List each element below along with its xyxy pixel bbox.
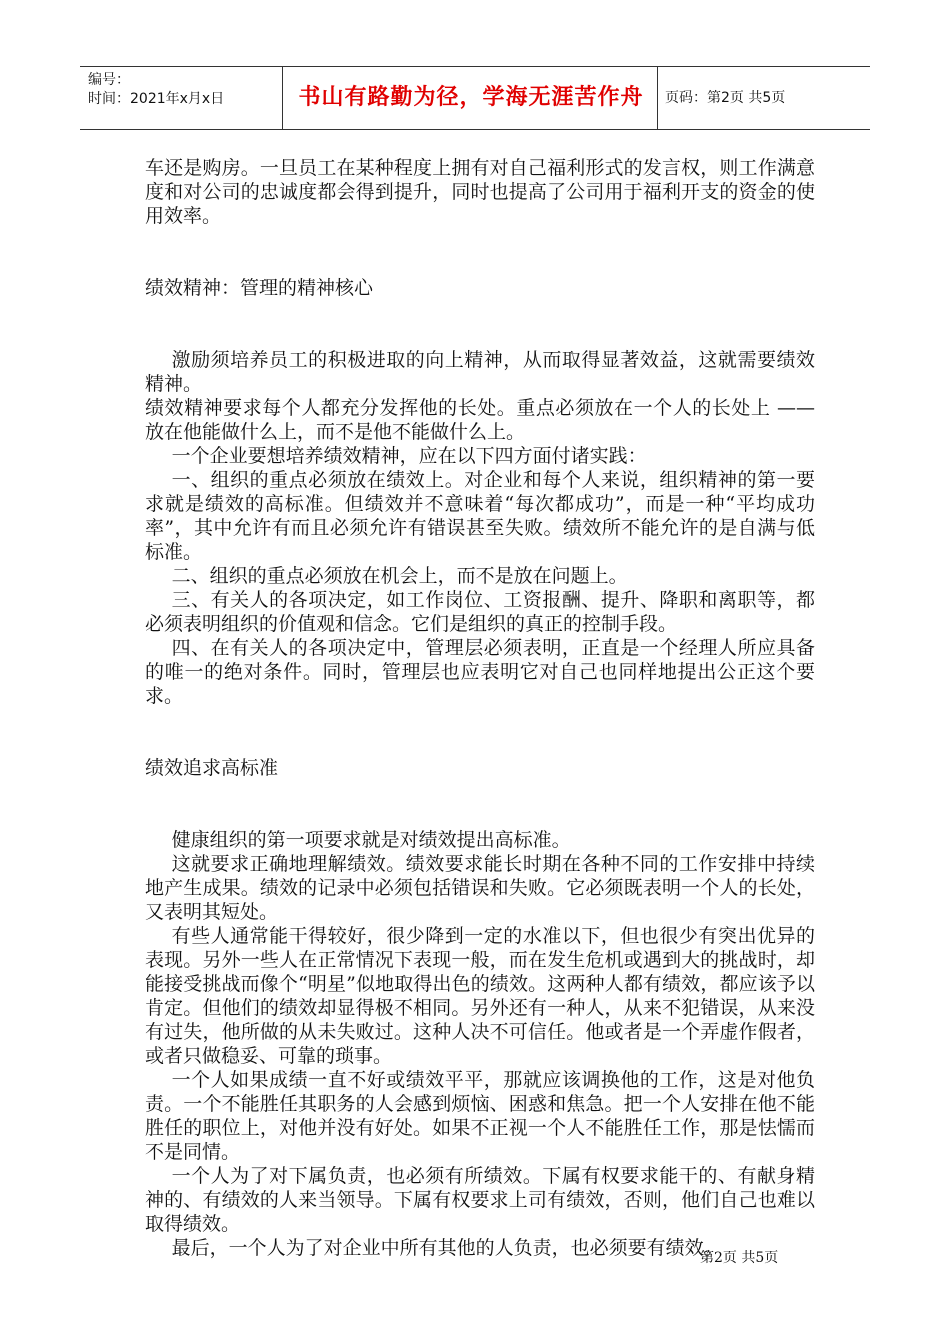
header-time-label: 时间：2021年x月x日 bbox=[88, 91, 225, 107]
document-body bbox=[145, 156, 815, 1260]
body-paragraph: 有些人通常能干得较好，很少降到一定的水准以下，但也很少有突出优异的表现。另外一些人在正常情况下表现一般，而在发生危机或遇到大的挑战时，却能接受挑战而像个“明星”似地取得出色的绩效。这两种人都有绩效，都应该予以肯定。但他们的绩效却显得极不相同。另外还有一种人，从来不犯错误，从来没有过失，他所做的从未失败过。这种人决不可信任。他或者是一个弄虚作假者，或者只做稳妥、可靠的琐事。 bbox=[145, 925, 815, 1067]
header-number-label: 编号： bbox=[88, 72, 130, 88]
page-footer: 第2页 共5页 bbox=[700, 1250, 779, 1266]
section-heading: 绩效追求高标准 bbox=[145, 757, 279, 779]
page-header bbox=[80, 66, 870, 130]
body-paragraph: 二、组织的重点必须放在机会上，而不是放在问题上。 bbox=[171, 565, 628, 587]
body-paragraph: 三、有关人的各项决定，如工作岗位、工资报酬、提升、降职和离职等，都必须表明组织的价值观和信念。它们是组织的真正的控制手段。 bbox=[145, 589, 815, 635]
header-meta bbox=[88, 71, 283, 109]
header-divider bbox=[657, 67, 658, 129]
header-motto: 书山有路勤为径，学海无涯苦作舟 bbox=[298, 85, 644, 110]
body-paragraph: 一个人如果成绩一直不好或绩效平平，那就应该调换他的工作，这是对他负责。一个不能胜任其职务的人会感到烦恼、困惑和焦急。把一个人安排在他不能胜任的职位上，对他并没有好处。如果不正视一个人不能胜任工作，那是怯懦而不是同情。 bbox=[145, 1069, 815, 1163]
body-paragraph: 最后，一个人为了对企业中所有其他的人负责，也必须要有绩效。 bbox=[171, 1237, 723, 1259]
body-paragraph: 车还是购房。一旦员工在某种程度上拥有对自己福利形式的发言权，则工作满意度和对公司的忠诚度都会得到提升，同时也提高了公司用于福利开支的资金的使用效率。 bbox=[145, 157, 815, 227]
header-divider bbox=[282, 67, 283, 129]
section-heading: 绩效精神：管理的精神核心 bbox=[145, 277, 374, 299]
body-paragraph: 四、在有关人的各项决定中，管理层必须表明，正直是一个经理人所应具备的唯一的绝对条件。同时，管理层也应表明它对自己也同样地提出公正这个要求。 bbox=[145, 637, 815, 707]
header-page-info: 页码：第2页 共5页 bbox=[665, 90, 786, 106]
body-paragraph: 一、组织的重点必须放在绩效上。对企业和每个人来说，组织精神的第一要求就是绩效的高标准。但绩效并不意味着“每次都成功”，而是一种“平均成功率”，其中允许有而且必须允许有错误甚至失败。绩效所不能允许的是自满与低标准。 bbox=[145, 469, 815, 563]
body-paragraph: 绩效精神要求每个人都充分发挥他的长处。重点必须放在一个人的长处上 ——放在他能做什么上，而不是他不能做什么上。 bbox=[145, 397, 815, 443]
body-paragraph: 健康组织的第一项要求就是对绩效提出高标准。 bbox=[171, 829, 571, 851]
body-paragraph: 一个企业要想培养绩效精神，应在以下四方面付诸实践： bbox=[171, 445, 647, 467]
body-paragraph: 激励须培养员工的积极进取的向上精神，从而取得显著效益，这就需要绩效精神。 bbox=[145, 349, 815, 395]
body-paragraph: 一个人为了对下属负责，也必须有所绩效。下属有权要求能干的、有献身精神的、有绩效的人来当领导。下属有权要求上司有绩效，否则，他们自己也难以取得绩效。 bbox=[145, 1165, 815, 1235]
body-paragraph: 这就要求正确地理解绩效。绩效要求能长时期在各种不同的工作安排中持续地产生成果。绩效的记录中必须包括错误和失败。它必须既表明一个人的长处，又表明其短处。 bbox=[145, 853, 815, 923]
